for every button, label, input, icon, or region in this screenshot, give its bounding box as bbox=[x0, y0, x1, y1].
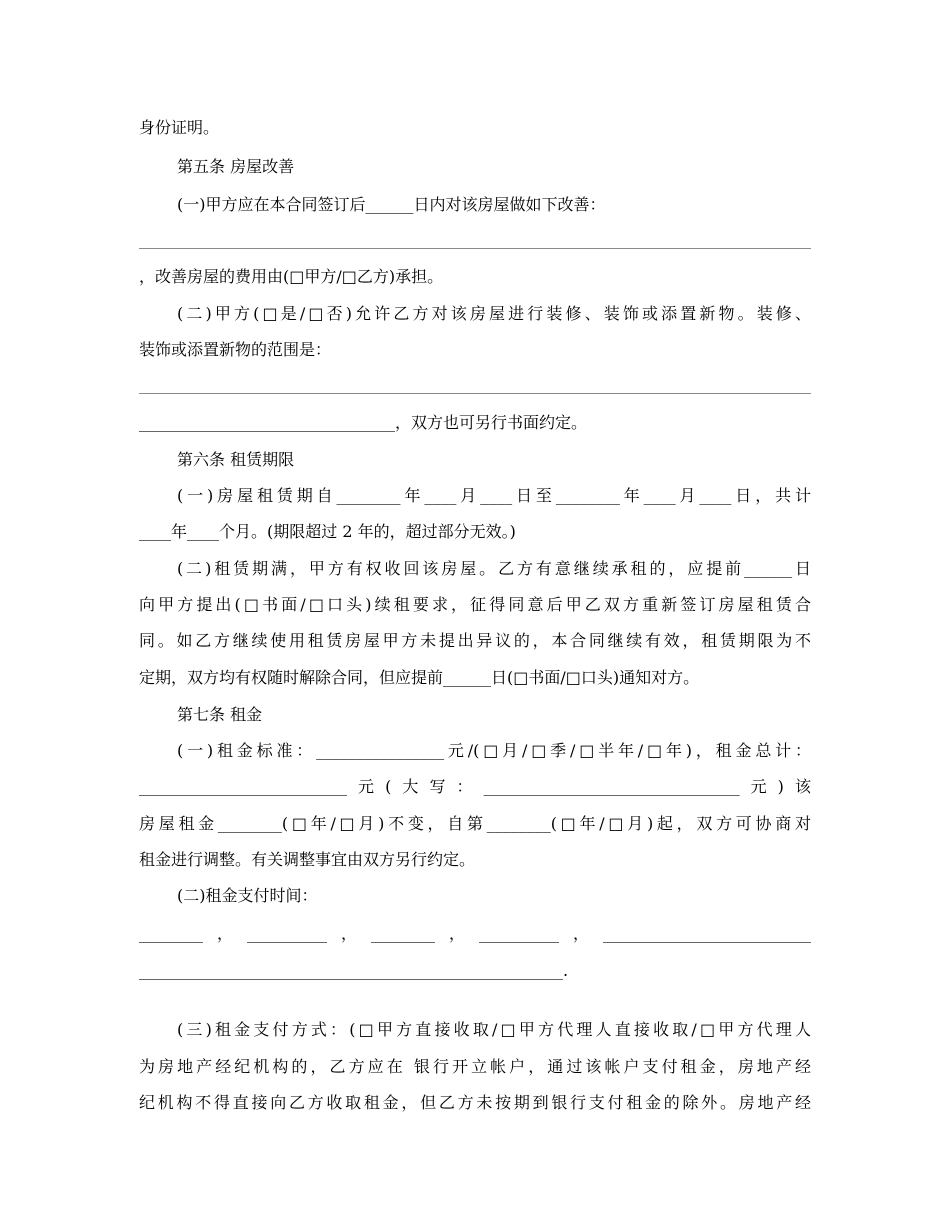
text-line: (一)甲方应在本合同签订后______日内对该房屋做如下改善： bbox=[177, 195, 606, 214]
document-page bbox=[139, 0, 811, 1230]
text-line: ____年____个月。(期限超过 2 年的，超过部分无效。) bbox=[139, 522, 516, 541]
text-line: ________，__________，________，__________，__________________________ bbox=[139, 924, 812, 943]
text-line: (一)房屋租赁期自________年____月____日至________年____月____日，共计 bbox=[177, 486, 811, 505]
section-heading: 第五条 房屋改善 bbox=[177, 157, 295, 176]
text-line: (二)甲方(□是/□否)允许乙方对该房屋进行装修、装饰或添置新物。装修、 bbox=[177, 304, 811, 323]
text-line: 房屋租金________(□年/□月)不变，自第________(□年/□月)起，双方可协商对 bbox=[139, 814, 811, 833]
text-line: _____________________________________________________. bbox=[139, 961, 569, 980]
section-heading: 第六条 租赁期限 bbox=[177, 450, 295, 469]
text-line: 定期，双方均有权随时解除合同，但应提前______日(□书面/□口头)通知对方。 bbox=[139, 668, 700, 687]
text-line: (三)租金支付方式：(□甲方直接收取/□甲方代理人直接收取/□甲方代理人 bbox=[177, 1020, 811, 1039]
text-line: (一)租金标准：________________元/(□月/□季/□半年/□年)，租金总计： bbox=[177, 741, 811, 760]
text-line: 同。如乙方继续使用租赁房屋甲方未提出异议的，本合同继续有效，租赁期限为不 bbox=[139, 631, 811, 650]
text-line: 装饰或添置新物的范围是： bbox=[139, 340, 332, 359]
blank-fill-line bbox=[139, 248, 811, 249]
text-line: ，改善房屋的费用由(□甲方/□乙方)承担。 bbox=[139, 267, 444, 286]
text-line: 向甲方提出(□书面/□口头)续租要求，征得同意后甲乙双方重新签订房屋租赁合 bbox=[139, 595, 811, 614]
text-line: 纪机构不得直接向乙方收取租金，但乙方未按期到银行支付租金的除外。房地产经 bbox=[139, 1093, 811, 1112]
text-line: 租金进行调整。有关调整事宜由双方另行约定。 bbox=[139, 850, 476, 869]
text-line: 身份证明。 bbox=[139, 118, 220, 137]
section-heading: 第七条 租金 bbox=[177, 705, 263, 724]
text-line: ________________________________，双方也可另行书面约定。 bbox=[139, 413, 588, 432]
text-line: 为房地产经纪机构的，乙方应在 银行开立帐户，通过该帐户支付租金，房地产经 bbox=[139, 1057, 811, 1076]
text-line: (二)租赁期满，甲方有权收回该房屋。乙方有意继续承租的，应提前______日 bbox=[177, 559, 811, 578]
text-line: __________________________元(大写：________________________________元)该 bbox=[139, 777, 811, 796]
blank-fill-line bbox=[139, 393, 811, 394]
text-line: (二)租金支付时间： bbox=[177, 886, 318, 905]
